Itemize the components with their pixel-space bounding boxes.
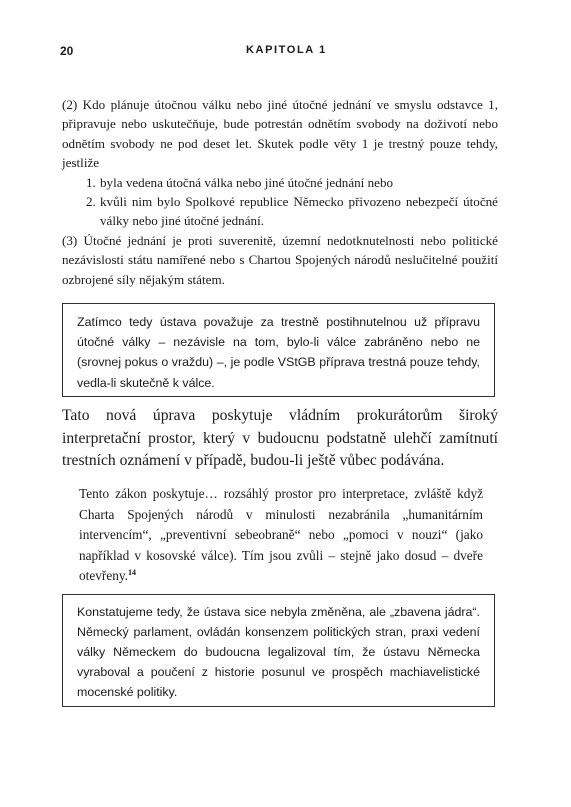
list-item-text: byla vedena útočná válka nebo jiné útočné jednání nebo — [100, 174, 394, 190]
page-header — [60, 44, 512, 64]
page-number: 20 — [60, 44, 74, 58]
summary-box-2-text: Konstatujeme tedy, že ústava sice nebyla změněna, ale „zbavena jádra“. Německý parlament, ovládán konsenzem politických stran, praxi vedení války Německem do budoucna legalizoval tím, že ústavu Německa vyraboval a poučení z historie posunul ve prospěch machiavelistické mocenské politiky. — [77, 605, 480, 700]
quote-text: Tento zákon poskytuje… rozsáhlý prostor pro interpretace, zvláště když Charta Spojených národů v minulosti nezabránila „humanitárním intervencím“, „preventivní sebeobraně“ nebo „pomoci v nouzi“ (jako například v kosovské válce). Tím jsou zvůli – stejně jako dosud – dveře otevřeny. — [79, 486, 483, 584]
summary-box-2 — [62, 594, 495, 707]
law-list-item — [62, 173, 498, 192]
body-paragraph: Tato nová úprava poskytuje vládním prokurátorům široký interpretační prostor, který v budoucnu podstatně ulehčí zamítnutí trestních oznámení v případě, budou-li ještě vůbec podávána. — [62, 407, 498, 470]
summary-box-1 — [62, 303, 495, 397]
law-text-block — [62, 95, 498, 289]
list-item-number: 1. — [86, 174, 96, 190]
list-item-text: kvůli nim bylo Spolkové republice Německo přivozeno nebezpečí útočné války nebo jiné útočné jednání. — [100, 194, 498, 229]
list-item-number: 2. — [86, 194, 96, 210]
law-list-item — [62, 192, 498, 231]
footnote-marker[interactable]: 14 — [127, 568, 136, 578]
running-head: KAPITOLA 1 — [246, 44, 327, 56]
law-list — [62, 173, 498, 231]
block-quote — [79, 484, 483, 587]
law-paragraph-3: (3) Útočné jednání je proti suverenitě, územní nedotknutelnosti nebo politické nezávislosti státu namířené nebo s Chartou Spojených národů neslučitelné použití ozbrojené síly nějakým státem. — [62, 232, 498, 287]
summary-box-1-text: Zatímco tedy ústava považuje za trestně postihnutelnou už přípravu útočné války – nezávisle na tom, bylo-li válce zabráněno nebo ne (srovnej pokus o vraždu) –, je podle VStGB příprava trestná pouze tehdy, vedla-li skutečně k válce. — [77, 315, 480, 390]
law-paragraph-2: (2) Kdo plánuje útočnou válku nebo jiné útočné jednání ve smyslu odstavce 1, připravuje nebo uskutečňuje, bude potrestán odnětím svobody na doživotí nebo odnětím svobody ne pod deset let. Skutek podle věty 1 je trestný pouze tehdy, jestliže — [62, 97, 498, 171]
